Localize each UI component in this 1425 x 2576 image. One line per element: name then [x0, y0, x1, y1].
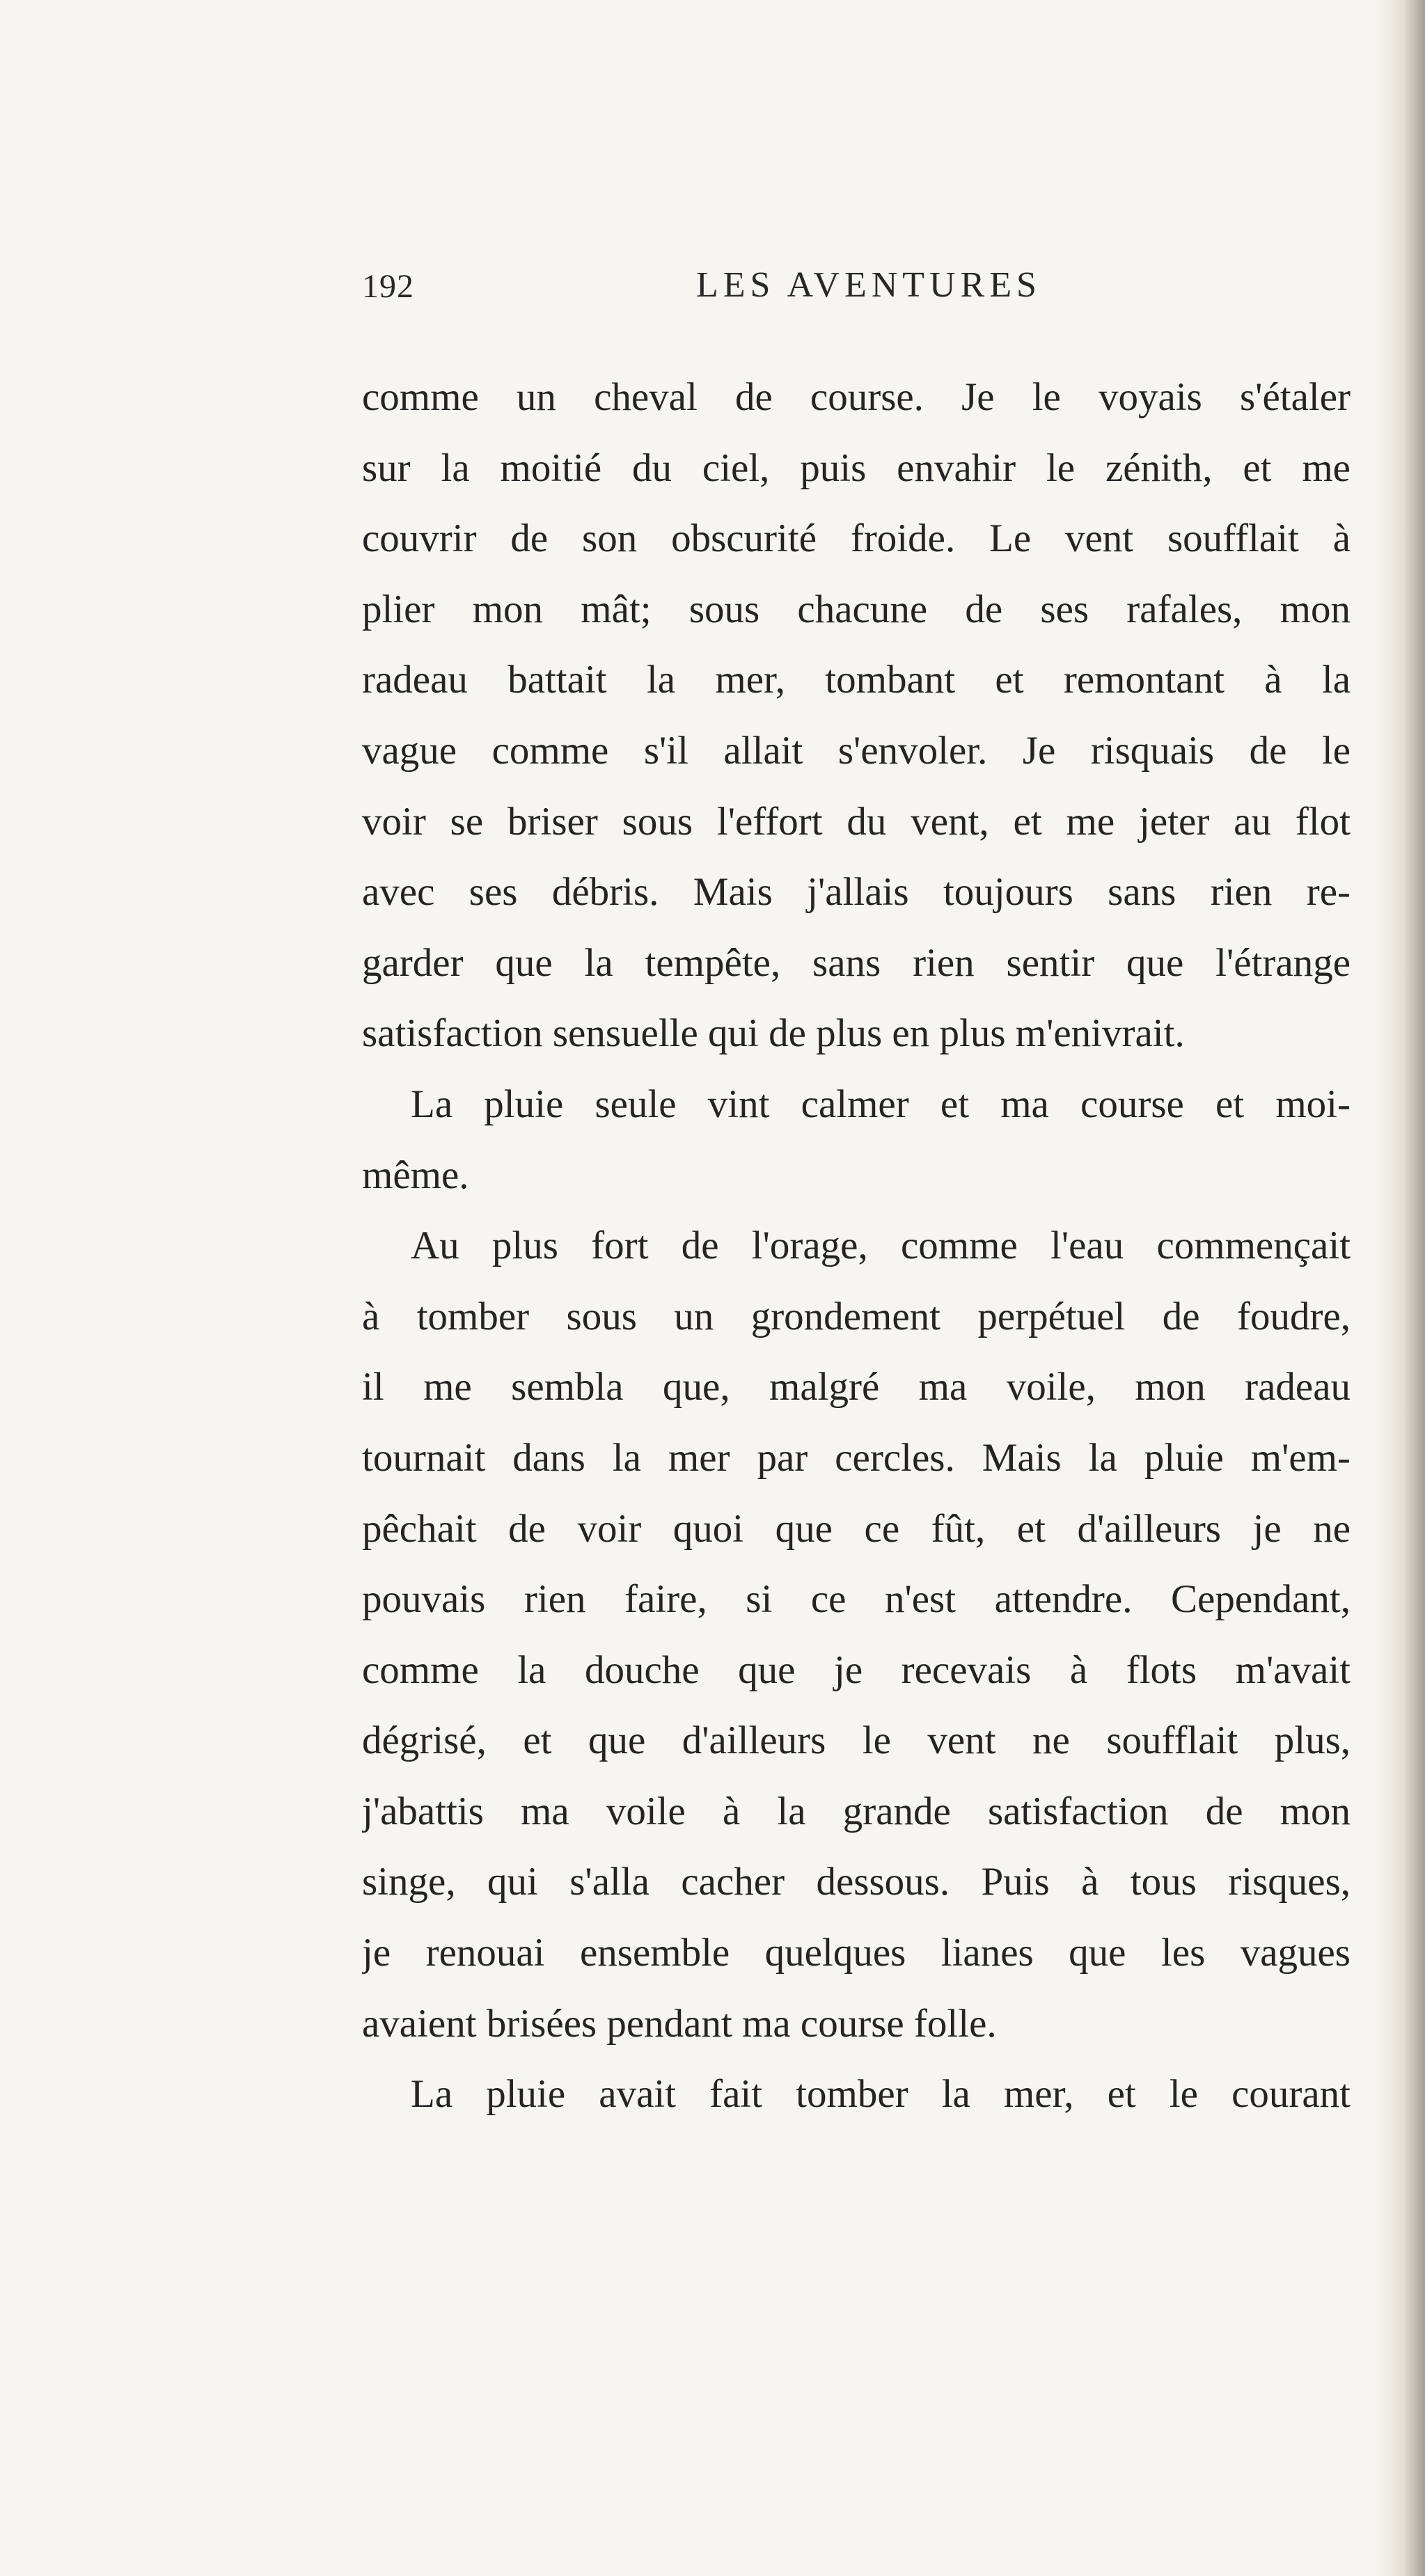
text-line: pêchait de voir quoi que ce fût, et d'ailleurs je ne [362, 1506, 1351, 1551]
text-line: j'abattis ma voile à la grande satisfaction de mon [362, 1789, 1351, 1833]
text-line: couvrir de son obscurité froide. Le vent soufflait à [362, 516, 1351, 561]
text-line: comme un cheval de course. Je le voyais s'étaler [362, 375, 1351, 419]
text-line: plier mon mât; sous chacune de ses rafales, mon [362, 587, 1351, 631]
text-line: comme la douche que je recevais à flots m'avait [362, 1647, 1351, 1692]
body-text [362, 362, 1351, 2130]
text-line: pouvais rien faire, si ce n'est attendre. Cependant, [362, 1577, 1351, 1622]
text-line: Au plus fort de l'orage, comme l'eau commençait [411, 1224, 1351, 1268]
text-line: à tomber sous un grondement perpétuel de foudre, [362, 1294, 1351, 1338]
text-line: il me sembla que, malgré ma voile, mon radeau [362, 1365, 1351, 1409]
text-line: dégrisé, et que d'ailleurs le vent ne soufflait plus, [362, 1718, 1351, 1763]
running-title: LES AVENTURES [696, 265, 1041, 305]
text-line: tournait dans la mer par cercles. Mais la pluie m'em- [362, 1435, 1351, 1480]
text-line: sur la moitié du ciel, puis envahir le zénith, et me [362, 445, 1351, 490]
text-line: La pluie avait fait tomber la mer, et le courant [411, 2072, 1351, 2117]
text-line: même. [362, 1153, 469, 1197]
text-line: vague comme s'il allait s'envoler. Je risquais de le [362, 728, 1351, 773]
page-edge-shadow [1376, 0, 1425, 2576]
text-line: radeau battait la mer, tombant et remontant à la [362, 658, 1351, 702]
text-line: satisfaction sensuelle qui de plus en plus m'enivrait. [362, 1011, 1185, 1056]
text-line: garder que la tempête, sans rien sentir que l'étrange [362, 940, 1351, 985]
page-number: 192 [362, 268, 414, 305]
text-line: avaient brisées pendant ma course folle. [362, 2001, 997, 2046]
text-line: voir se briser sous l'effort du vent, et me jeter au flot [362, 799, 1351, 844]
text-line: je renouai ensemble quelques lianes que les vagues [362, 1931, 1351, 1975]
text-line: La pluie seule vint calmer et ma course et moi- [411, 1082, 1351, 1126]
text-line: singe, qui s'alla cacher dessous. Puis à tous risques, [362, 1860, 1351, 1904]
text-line: avec ses débris. Mais j'allais toujours sans rien re- [362, 870, 1351, 915]
running-head [362, 259, 1344, 329]
